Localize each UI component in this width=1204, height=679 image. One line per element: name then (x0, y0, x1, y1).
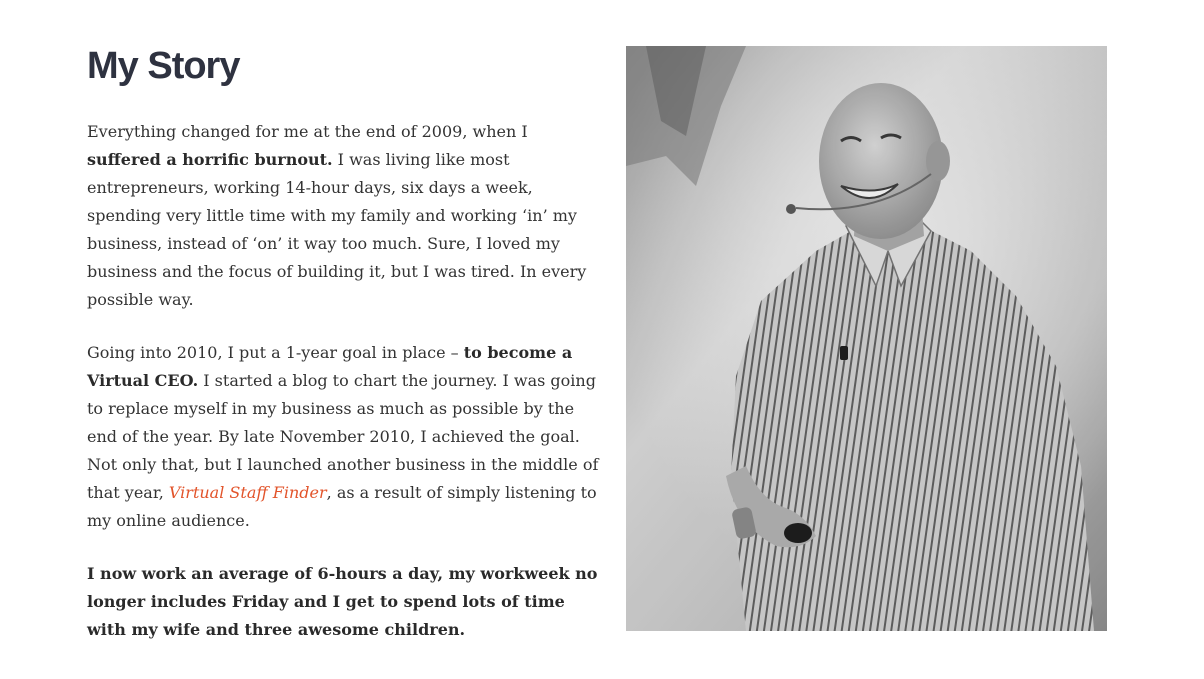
portrait-image (626, 46, 1107, 631)
bold-text: I now work an average of 6-hours a day, my workweek no longer includes Friday and I get to spend lots of time with my wife and three awesome children. (87, 564, 598, 639)
paragraph-text: Going into 2010, I put a 1-year goal in place – (87, 343, 464, 362)
story-paragraph-3 (87, 560, 599, 644)
page-title: My Story (87, 45, 240, 87)
bold-text: suffered a horrific burnout. (87, 150, 333, 169)
virtual-staff-finder-link[interactable]: Virtual Staff Finder (168, 483, 327, 502)
paragraph-text: Everything changed for me at the end of 2009, when I (87, 122, 528, 141)
portrait-photo (626, 46, 1107, 631)
story-paragraph-1 (87, 118, 599, 314)
bold-text: to become a Virtual CEO. (87, 343, 573, 390)
paragraph-text: , as a result of simply listening to my online audience. (87, 483, 597, 530)
paragraph-text: I was living like most entrepreneurs, working 14-hour days, six days a week, spending very little time with my family and working ‘in’ my business, instead of ‘on’ it way too much. Sure, I loved my business and the focus of building it, but I was tired. In every possible way. (87, 150, 587, 309)
paragraph-text: I started a blog to chart the journey. I was going to replace myself in my business as much as possible by the end of the year. By late November 2010, I achieved the goal. Not only that, but I launched another business in the middle of that year, (87, 371, 599, 502)
story-paragraph-2 (87, 339, 599, 535)
story-text-column (87, 42, 599, 669)
